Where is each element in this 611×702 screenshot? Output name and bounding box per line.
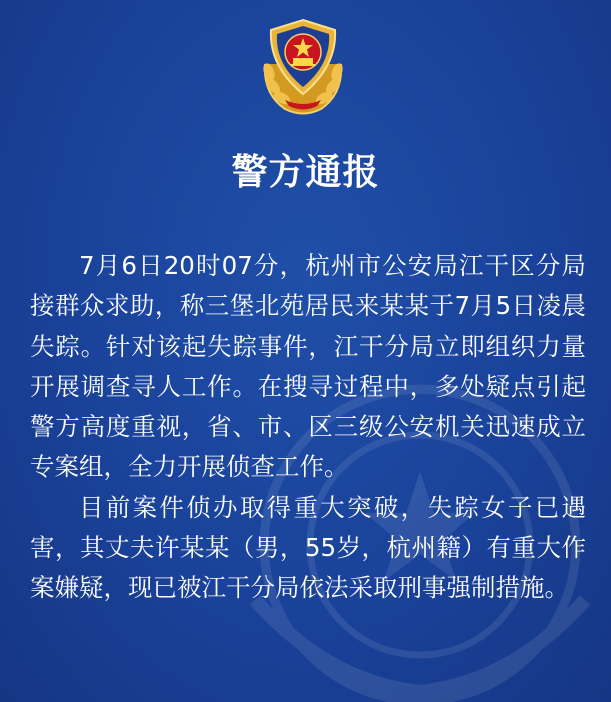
notice-title: 警方通报	[231, 151, 380, 193]
notice-body	[30, 246, 586, 609]
notice-paragraph: 目前案件侦办取得重大突破，失踪女子已遇害，其丈夫许某某（男，55岁，杭州籍）有重大作案嫌疑，现已被江干分局依法采取刑事强制措施。	[30, 492, 586, 603]
notice-paragraph: 7月6日20时07分，杭州市公安局江干区分局接群众求助，称三堡北苑居民来某某于7月5日凌晨失踪。针对该起失踪事件，江干分局立即组织力量开展调查寻人工作。在搜寻过程中，多处疑点引起警方高度重视，省、市、区三级公安机关迅速成立专案组，全力开展侦查工作。	[30, 251, 586, 482]
police-emblem-icon	[255, 14, 351, 118]
